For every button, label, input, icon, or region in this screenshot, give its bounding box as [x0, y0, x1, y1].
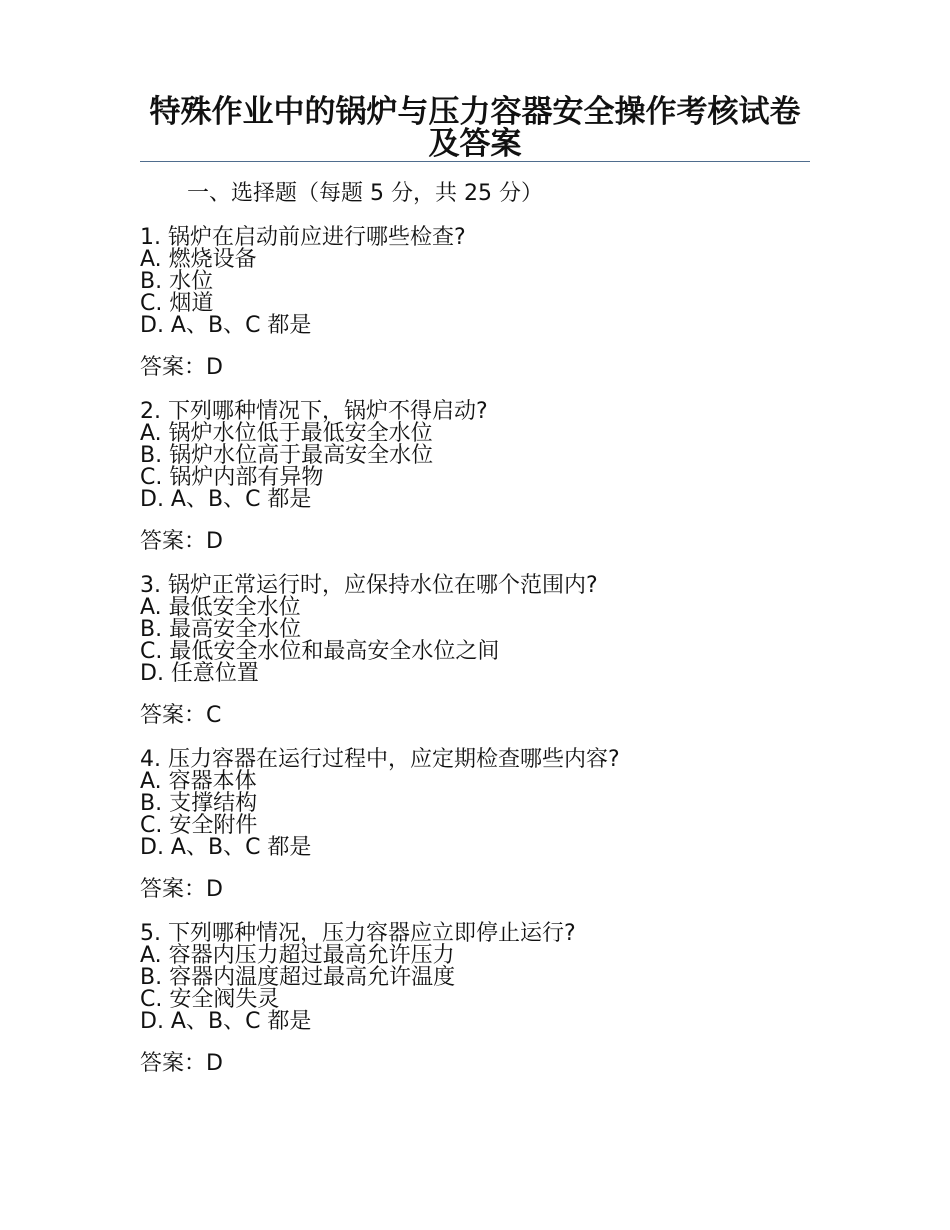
option-a: A. 燃烧设备	[140, 247, 257, 272]
option-d: D. A、B、C 都是	[140, 313, 312, 338]
option-c: C. 最低安全水位和最高安全水位之间	[140, 639, 500, 664]
question-stem: 3. 锅炉正常运行时，应保持水位在哪个范围内?	[140, 573, 598, 598]
answer-4: 答案：D	[140, 877, 223, 902]
answer-2: 答案：D	[140, 529, 223, 554]
document-title: 特殊作业中的锅炉与压力容器安全操作考核试卷及答案	[149, 94, 801, 162]
option-d: D. 任意位置	[140, 661, 259, 686]
option-b: B. 锅炉水位高于最高安全水位	[140, 443, 434, 468]
option-b: B. 支撑结构	[140, 791, 258, 816]
option-b: B. 容器内温度超过最高允许温度	[140, 965, 456, 990]
question-stem: 1. 锅炉在启动前应进行哪些检查?	[140, 225, 466, 250]
option-d: D. A、B、C 都是	[140, 835, 312, 860]
option-b: B. 水位	[140, 269, 214, 294]
question-stem: 4. 压力容器在运行过程中，应定期检查哪些内容?	[140, 747, 620, 772]
option-b: B. 最高安全水位	[140, 617, 302, 642]
option-a: A. 最低安全水位	[140, 595, 301, 620]
question-4	[140, 749, 620, 859]
answer-1: 答案：D	[140, 355, 223, 380]
option-a: A. 容器本体	[140, 769, 257, 794]
answer-5: 答案：D	[140, 1051, 223, 1076]
question-3	[140, 575, 598, 685]
question-2	[140, 401, 488, 511]
question-stem: 2. 下列哪种情况下，锅炉不得启动?	[140, 399, 488, 424]
option-d: D. A、B、C 都是	[140, 1009, 312, 1034]
answer-3: 答案：C	[140, 703, 222, 728]
option-d: D. A、B、C 都是	[140, 487, 312, 512]
question-5	[140, 923, 576, 1033]
option-c: C. 安全附件	[140, 813, 258, 838]
section-heading: 一、选择题（每题 5 分，共 25 分）	[187, 181, 543, 206]
question-stem: 5. 下列哪种情况，压力容器应立即停止运行?	[140, 921, 576, 946]
option-c: C. 烟道	[140, 291, 214, 316]
title-underline	[140, 161, 810, 162]
option-c: C. 安全阀失灵	[140, 987, 280, 1012]
question-1	[140, 227, 466, 337]
option-c: C. 锅炉内部有异物	[140, 465, 324, 490]
option-a: A. 容器内压力超过最高允许压力	[140, 943, 455, 968]
option-a: A. 锅炉水位低于最低安全水位	[140, 421, 433, 446]
